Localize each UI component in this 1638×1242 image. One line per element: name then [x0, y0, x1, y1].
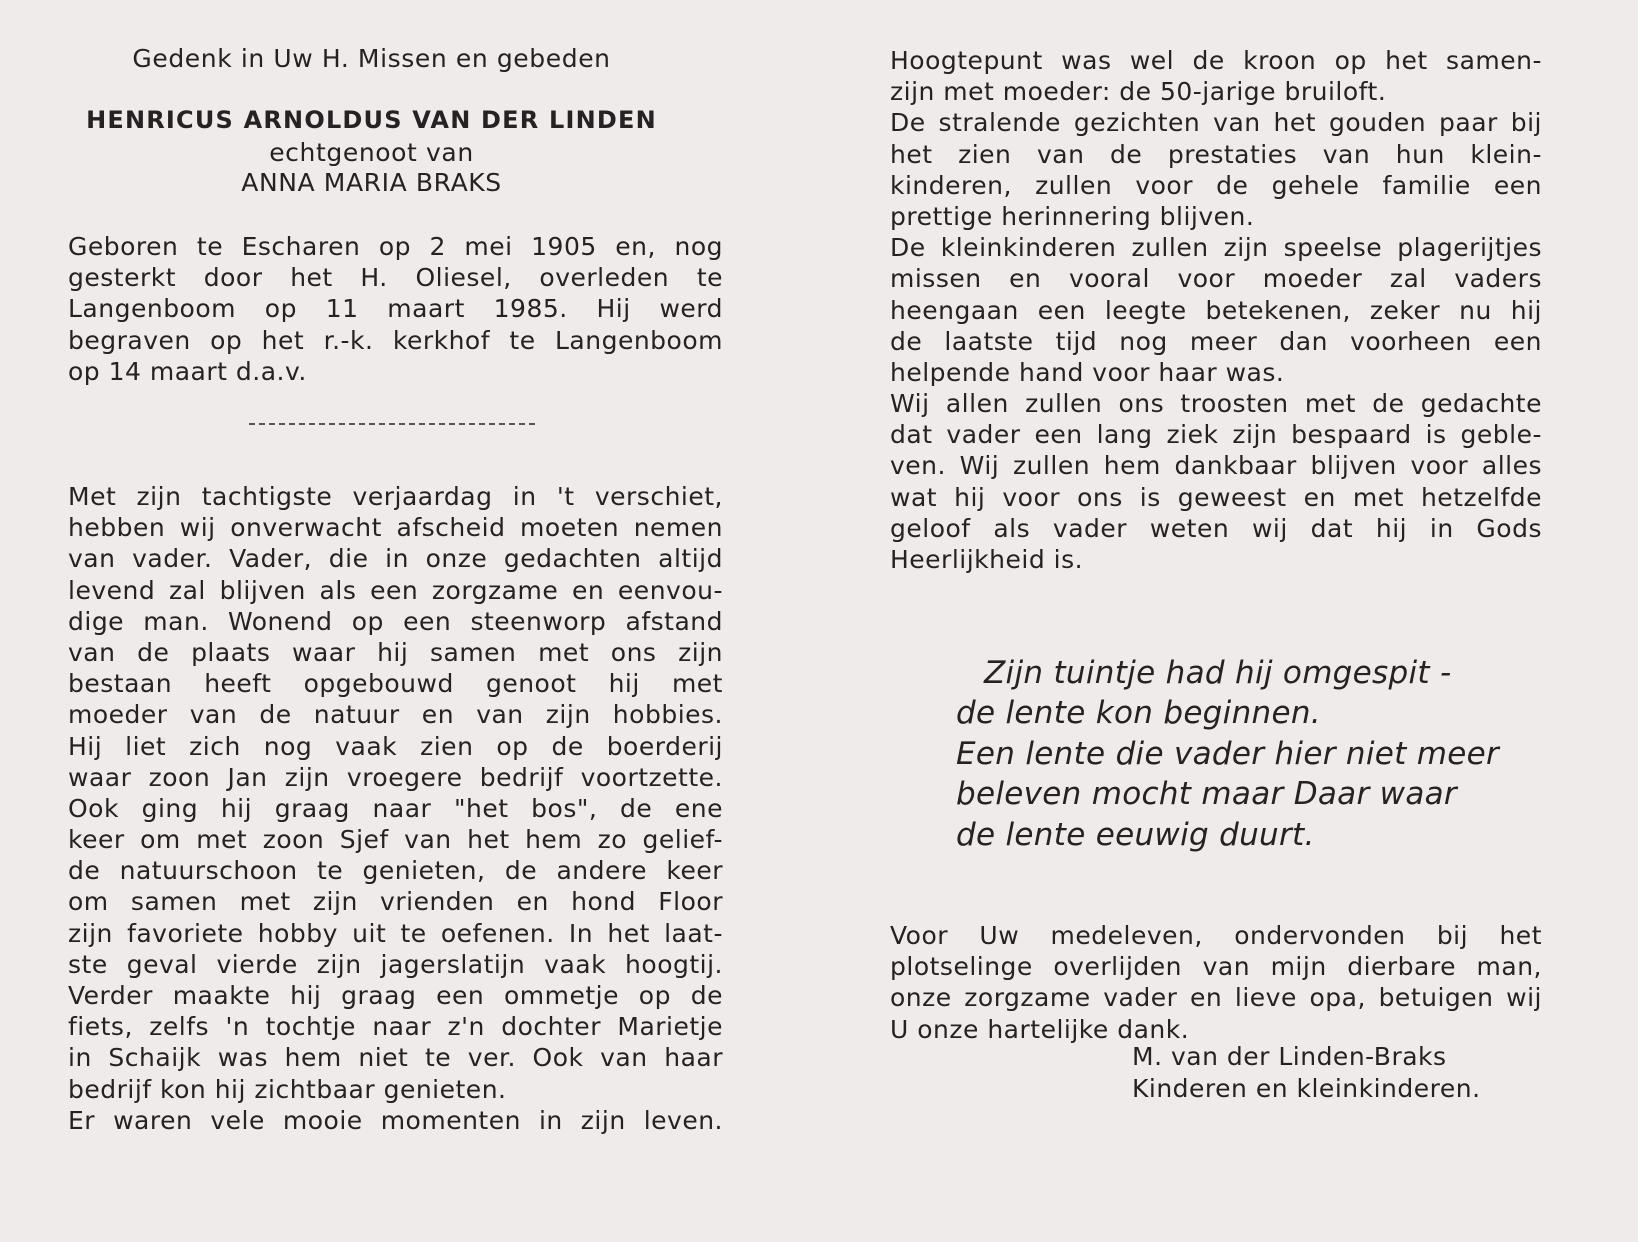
poem-line: Een lente die vader hier niet meer — [956, 735, 1500, 772]
text-line: dige man. Wonend op een steenworp afstand — [68, 606, 723, 636]
text-line: in Schaijk was hem niet te ver. Ook van haar — [68, 1043, 723, 1073]
text-line: kinderen, zullen voor de gehele familie een — [890, 170, 1542, 200]
text-line: ste geval vierde zijn jagerslatijn vaak hoogtij. — [68, 949, 723, 979]
text-line: geloof als vader weten wij dat hij in Gods — [890, 513, 1542, 543]
text-line: van de plaats waar hij samen met ons zijn — [68, 637, 723, 667]
text-line: gesterkt door het H. Oliesel, overleden te — [68, 263, 723, 293]
text-line: fiets, zelfs 'n tochtje naar z'n dochter Marietje — [68, 1012, 723, 1042]
text-line: dat vader een lang ziek zijn bespaard is geble- — [890, 420, 1542, 450]
text-line: De kleinkinderen zullen zijn speelse plagerijtjes — [890, 233, 1542, 263]
text-line: de laatste tijd nog meer dan voorheen een — [890, 326, 1542, 356]
text-line: Hoogtepunt was wel de kroon op het samen- — [890, 46, 1542, 75]
text-line: Er waren vele mooie momenten in zijn leven. — [68, 1105, 723, 1135]
text-line: prettige herinnering blijven. — [890, 201, 1255, 231]
text-line: waar zoon Jan zijn vroegere bedrijf voortzette. — [68, 762, 723, 792]
text-line: ven. Wij zullen hem dankbaar blijven voor alles — [890, 451, 1542, 481]
text-line: bedrijf kon hij zichtbaar genieten. — [68, 1074, 507, 1104]
text-line: om samen met zijn vrienden en hond Floor — [68, 887, 723, 917]
text-line: bestaan heeft opgebouwd genoot hij met — [68, 669, 723, 699]
text-line: onze zorgzame vader en lieve opa, betuigen wij — [890, 983, 1542, 1013]
memoir-continued-paragraph — [890, 45, 1542, 575]
signatory-family: Kinderen en kleinkinderen. — [1132, 1073, 1481, 1103]
text-line: Voor Uw medeleven, ondervonden bij het — [890, 921, 1542, 950]
text-line: U onze hartelijke dank. — [890, 1014, 1190, 1044]
poem-line: de lente kon beginnen. — [956, 695, 1321, 732]
text-line: Heerlijkheid is. — [890, 545, 1084, 574]
poem-line: beleven mocht maar Daar waar — [956, 776, 1457, 813]
text-line: levend zal blijven als een zorgzame en eenvou- — [68, 575, 723, 605]
prayer-request-heading: Gedenk in Uw H. Missen en gebeden — [132, 44, 611, 73]
text-line: Geboren te Escharen op 2 mei 1905 en, nog — [68, 232, 723, 261]
text-line: begraven op het r.-k. kerkhof te Langenboom — [68, 325, 723, 355]
text-line: hebben wij onverwacht afscheid moeten nemen — [68, 513, 723, 543]
signature-block — [1132, 1041, 1481, 1104]
text-line: op 14 maart d.a.v. — [68, 356, 307, 386]
text-line: Langenboom op 11 maart 1985. Hij werd — [68, 294, 723, 324]
text-line: helpende hand voor haar was. — [890, 357, 1285, 387]
birth-death-paragraph — [68, 231, 723, 387]
memoir-paragraph — [68, 481, 723, 1136]
text-line: de natuurschoon te genieten, de andere keer — [68, 856, 723, 886]
signatory-name: M. van der Linden-Braks — [1132, 1042, 1447, 1071]
thanks-paragraph — [890, 920, 1542, 1045]
section-divider — [249, 423, 535, 425]
poem-line: Zijn tuintje had hij omgespit - — [984, 655, 1452, 691]
text-line: Hij liet zich nog vaak zien op de boerderij — [68, 731, 723, 761]
text-line: wat hij voor ons is geweest en met hetzelfde — [890, 482, 1542, 512]
text-line: missen en vooral voor moeder zal vaders — [890, 264, 1542, 294]
text-line: moeder van de natuur en van zijn hobbies. — [68, 700, 723, 730]
text-line: Wij allen zullen ons troosten met de gedachte — [890, 389, 1542, 419]
text-line: Ook ging hij graag naar "het bos", de ene — [68, 793, 723, 823]
text-line: Verder maakte hij graag een ommetje op de — [68, 981, 723, 1010]
spouse-name: ANNA MARIA BRAKS — [241, 168, 502, 197]
text-line: zijn met moeder: de 50-jarige bruiloft. — [890, 77, 1387, 107]
text-line: plotselinge overlijden van mijn dierbare man, — [890, 952, 1542, 982]
text-line: het zien van de prestaties van hun klein- — [890, 139, 1542, 169]
relation-label: echtgenoot van — [269, 138, 474, 167]
text-line: heengaan een leegte betekenen, zeker nu hij — [890, 295, 1542, 325]
text-line: De stralende gezichten van het gouden paar bij — [890, 108, 1542, 138]
text-line: Met zijn tachtigste verjaardag in 't verschiet, — [68, 482, 723, 511]
text-line: van vader. Vader, die in onze gedachten altijd — [68, 544, 723, 574]
text-line: zijn favoriete hobby uit te oefenen. In het laat- — [68, 918, 723, 948]
text-line: keer om met zoon Sjef van het hem zo gelief- — [68, 825, 723, 855]
memorial-poem — [956, 653, 1499, 855]
poem-line: de lente eeuwig duurt. — [956, 816, 1315, 853]
deceased-name: HENRICUS ARNOLDUS VAN DER LINDEN — [86, 106, 657, 134]
